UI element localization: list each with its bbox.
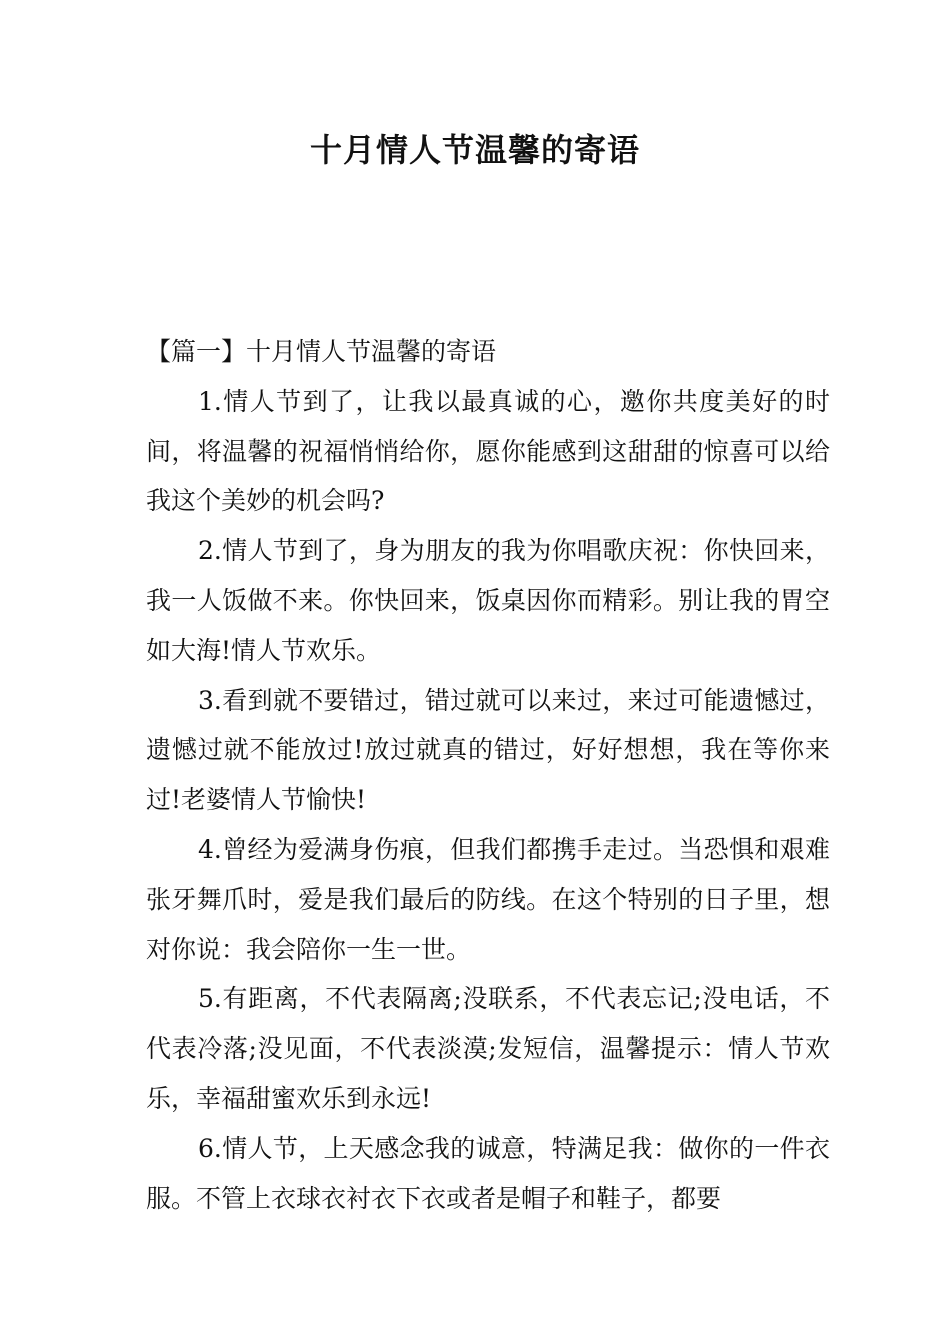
paragraph-3: 3.看到就不要错过，错过就可以来过，来过可能遗憾过，遗憾过就不能放过!放过就真的错过，好好想想，我在等你来过!老婆情人节愉快! xyxy=(146,685,830,815)
section-heading: 【篇一】十月情人节温馨的寄语 xyxy=(146,337,497,366)
document-body xyxy=(146,327,830,1223)
paragraph-6: 6.情人节，上天感念我的诚意，特满足我：做你的一件衣服。不管上衣球衣衬衣下衣或者是帽子和鞋子，都要 xyxy=(146,1133,830,1213)
paragraph-5: 5.有距离，不代表隔离;没联系，不代表忘记;没电话，不代表冷落;没见面，不代表淡漠;发短信，温馨提示：情人节欢乐，幸福甜蜜欢乐到永远! xyxy=(146,984,830,1113)
paragraph-4: 4.曾经为爱满身伤痕，但我们都携手走过。当恐惧和艰难张牙舞爪时，爱是我们最后的防线。在这个特别的日子里，想对你说：我会陪你一生一世。 xyxy=(146,834,830,964)
paragraph-2: 2.情人节到了，身为朋友的我为你唱歌庆祝：你快回来，我一人饭做不来。你快回来，饭桌因你而精彩。别让我的胃空如大海!情人节欢乐。 xyxy=(146,536,830,665)
document-title: 十月情人节温馨的寄语 xyxy=(309,131,640,169)
paragraph-1: 1.情人节到了，让我以最真诚的心，邀你共度美好的时间，将温馨的祝福悄悄给你，愿你能感到这甜甜的惊喜可以给我这个美妙的机会吗? xyxy=(146,386,830,516)
